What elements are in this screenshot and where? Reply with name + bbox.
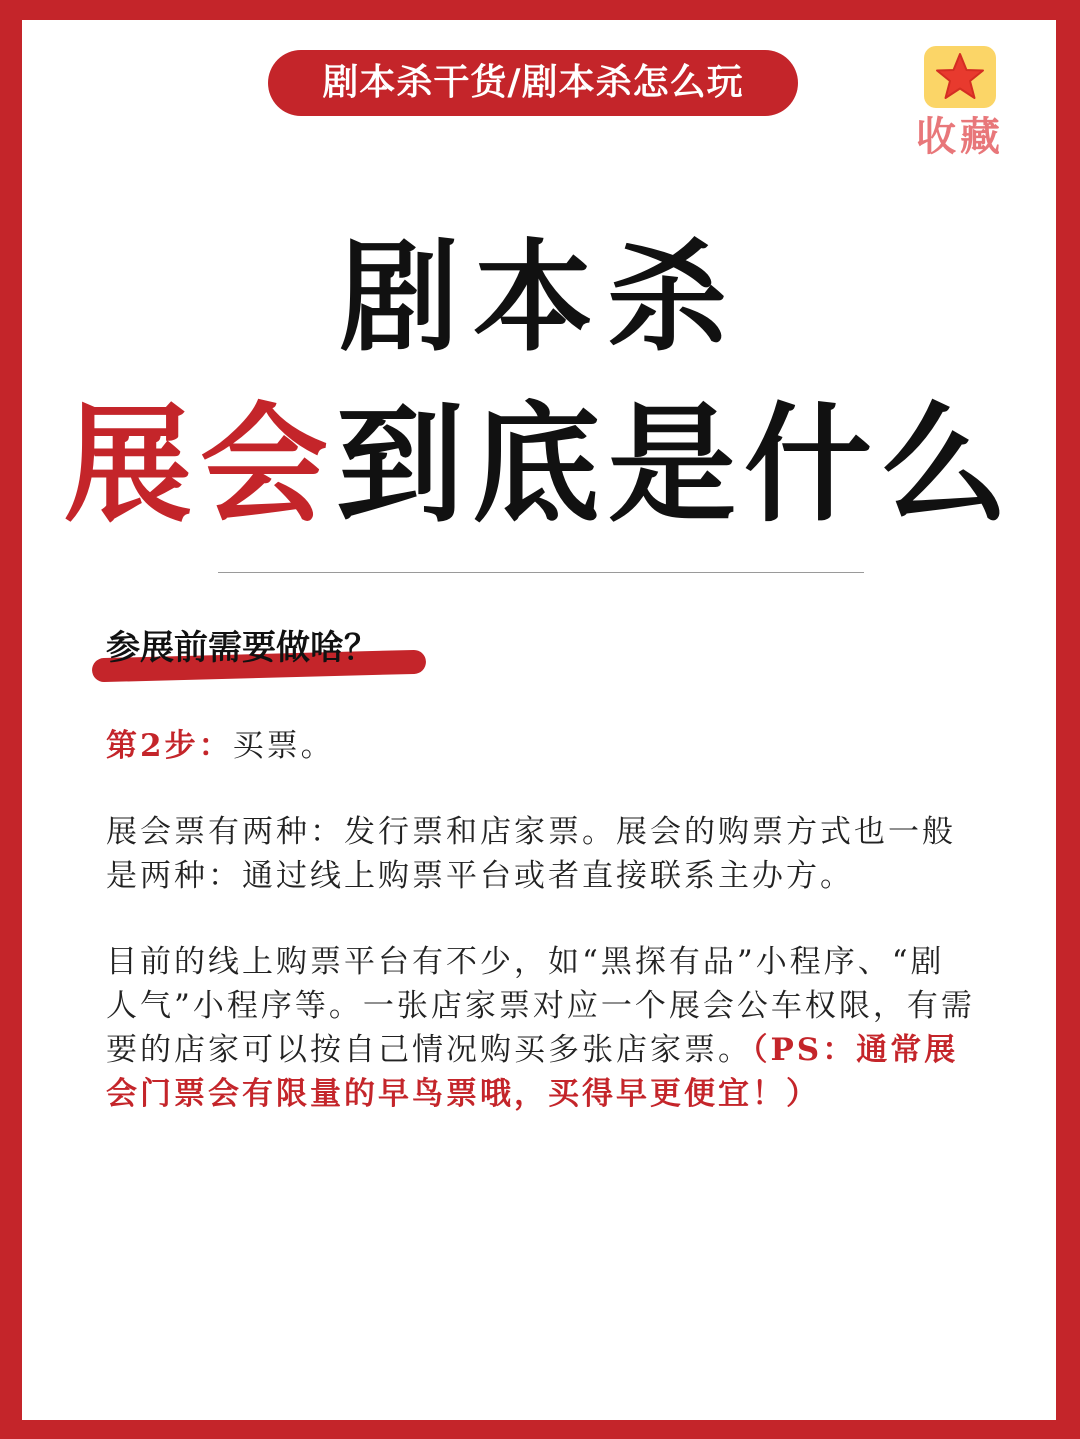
main-title-line2 bbox=[0, 390, 1080, 540]
title-rest: 到底是什么 bbox=[336, 390, 1017, 540]
main-title-line1: 剧本杀 bbox=[339, 227, 741, 368]
step-line bbox=[106, 724, 978, 768]
favorite-label: 收藏 bbox=[916, 114, 1004, 160]
paragraph-platforms-text: 目前的线上购票平台有不少，如“黑探有品”小程序、“剧人气”小程序等。一张店家票对应一个展会公车权限，有需要的店家可以按自己情况购买多张店家票。 bbox=[106, 944, 975, 1068]
divider bbox=[218, 572, 864, 573]
step-label: 第2步： bbox=[106, 728, 233, 764]
section-heading bbox=[92, 620, 432, 690]
step-text: 买票。 bbox=[232, 728, 335, 764]
title-highlight: 展会 bbox=[63, 390, 336, 540]
category-tag: 剧本杀干货/剧本杀怎么玩 bbox=[268, 50, 798, 116]
star-icon-box bbox=[924, 46, 996, 108]
section-title: 参展前需要做啥？ bbox=[106, 628, 378, 668]
paragraph-ticket-platforms bbox=[106, 940, 978, 1116]
star-icon bbox=[934, 51, 986, 103]
ps-note: （PS：通常展会门票会有限量的早鸟票哦，买得早更便宜！） bbox=[106, 1032, 959, 1112]
favorite-badge[interactable] bbox=[906, 46, 1014, 162]
paragraph-ticket-types: 展会票有两种：发行票和店家票。展会的购票方式也一般是两种：通过线上购票平台或者直接联系主办方。 bbox=[106, 814, 956, 894]
